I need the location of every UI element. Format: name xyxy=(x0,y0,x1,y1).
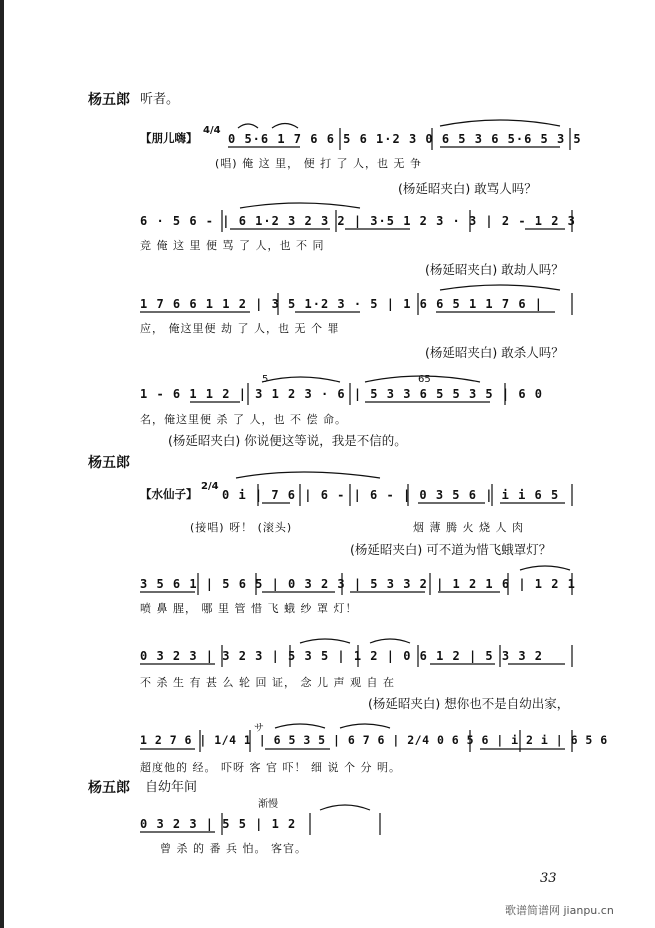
lyric-line: 应， 俺这里便 劫 了 人，也 无 个 罪 xyxy=(140,322,340,335)
lyric-line: 名，俺这里便 杀 了 人，也 不 偿 命。 xyxy=(140,413,347,426)
lyric-line: 竞 俺 这 里 便 骂 了 人，也 不 同 xyxy=(140,239,325,252)
grace-note: サ xyxy=(254,723,264,734)
tune-name: 【朋儿嗨】 xyxy=(140,131,198,145)
page-number: 33 xyxy=(540,871,557,886)
grace-note: 65 xyxy=(418,374,431,385)
aside-line: (杨延昭夹白) 想你也不是自幼出家， xyxy=(368,696,570,711)
speaker-label: 杨五郎 xyxy=(88,455,130,471)
lyric-line: 喷 鼻 腥， 哪 里 管 惜 飞 蛾 纱 罩 灯！ xyxy=(140,602,358,615)
time-signature: 2/4 xyxy=(201,481,219,492)
aside-line: (杨延昭夹白) 可不道为惜飞蛾罩灯？ xyxy=(350,542,552,557)
lyric-line: (接唱) 呀！ (滚头) xyxy=(190,521,293,534)
lyric-line: (唱) 俺 这 里， 便 打 了 人，也 无 争 xyxy=(215,157,423,170)
aside-line: (杨延昭夹白) 你说便这等说，我是不信的。 xyxy=(168,433,407,448)
speaker-label: 杨五郎 xyxy=(88,92,130,108)
time-signature: 4/4 xyxy=(203,125,221,136)
tempo-marking: 渐慢 xyxy=(258,799,278,810)
lyric-line: 烟 薄 腾 火 烧 人 肉 xyxy=(413,521,524,534)
notation-line: 1 7 6 6 1 1 2 | 3 5 1·2 3 · 5 | 1 6 6 5 1 1 7 6 | xyxy=(140,297,544,311)
aside-line: (杨延昭夹白) 敢劫人吗？ xyxy=(425,262,564,277)
notation-line: 1 - 6 1 1 2 | 3 1 2 3 · 6 | 5 3 3 6 5 5 3 5 | 6 0 xyxy=(140,387,544,401)
lyric-line: 不 杀 生 有 甚 么 轮 回 证， 念 儿 声 观 自 在 xyxy=(140,676,395,689)
speaker-label: 杨五郎 xyxy=(88,780,130,796)
lyric-line: 超度他的 经。 吓呀 客 官 吓！ 细 说 个 分 明。 xyxy=(140,761,401,774)
notation-line: 0 3 2 3 | 3 2 3 | 5 3 5 | 1 2 | 0 6 1 2 | 5 3 3 2 xyxy=(140,649,544,663)
notation-line: 0 3 2 3 | 5 5 | 1 2 xyxy=(140,817,297,831)
spoken-line: 听者。 xyxy=(140,92,180,107)
watermark: 歌谱简谱网 jianpu.cn xyxy=(505,904,614,917)
spoken-line: 自幼年间 xyxy=(145,780,198,795)
notation-line: 0 i | 7 6 | 6 - | 6 - | 0 3 5 6 | i i 6 5 xyxy=(222,488,560,502)
notation-line: 3 5 6 1 | 5 6 5 | 0 3 2 3 | 5 3 3 2 | 1 2 1 6 | 1 2 1 xyxy=(140,577,576,591)
notation-line: 1 2 7 6 | 1/4 1 | 6 5 3 5 | 6 7 6 | 2/4 0 6 5 6 | i 2 i | 6 5 6 xyxy=(140,733,608,747)
notation-line: 0 5·6 1 7 6 6 5 6 1·2 3 0 6 5 3 6 5·6 5 3 5 xyxy=(228,132,582,146)
tune-name: 【水仙子】 xyxy=(140,487,198,501)
grace-note: 5 xyxy=(262,374,269,385)
lyric-line: 曾 杀 的 番 兵 怕。 客官。 xyxy=(160,842,307,855)
notation-line: 6 · 5 6 - | 6 1·2 3 2 3 2 | 3·5 1 2 3 · 3 | 2 - 1 2 3 xyxy=(140,214,576,228)
aside-line: (杨延昭夹白) 敢骂人吗？ xyxy=(398,181,537,196)
aside-line: (杨延昭夹白) 敢杀人吗？ xyxy=(425,345,564,360)
